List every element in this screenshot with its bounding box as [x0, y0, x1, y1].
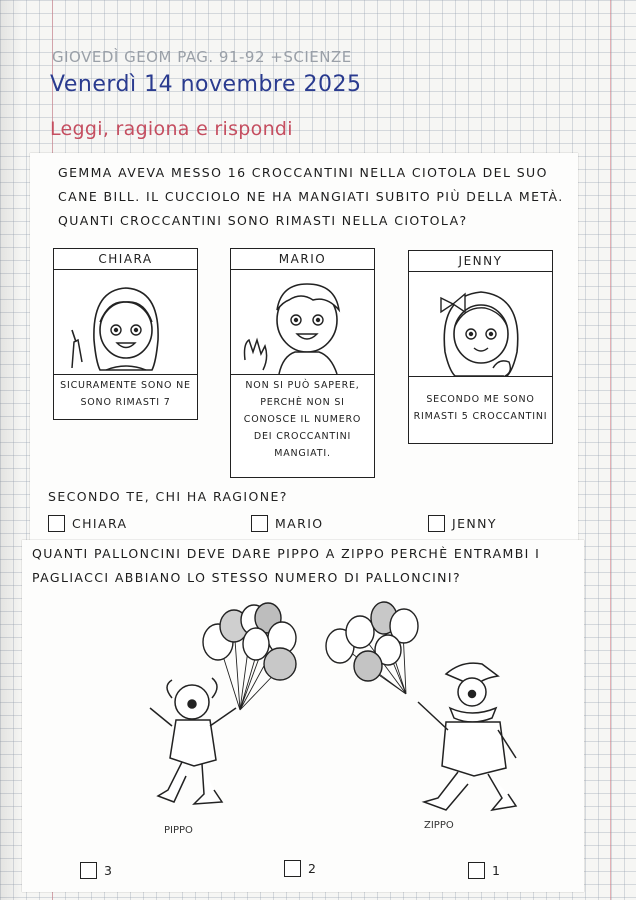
binding-shadow	[0, 0, 22, 900]
exercise-2-question: QUANTI PALLONCINI DEVE DARE PIPPO A ZIPPO PERCHÈ ENTRAMBI I PAGLIACCI ABBIANO LO STESSO NUMERO DI PALLONCINI?	[32, 546, 541, 585]
worksheet-exercise-1	[30, 153, 578, 548]
character-card-chiara	[53, 248, 198, 420]
character-speech: SECONDO ME SONO RIMASTI 5 CROCCANTINI	[413, 394, 548, 422]
clown-label-pippo: PIPPO	[164, 825, 193, 836]
exercise-1-question: GEMMA AVEVA MESSO 16 CROCCANTINI NELLA CIOTOLA DEL SUO CANE BILL. IL CUCCIOLO NE HA MANGIATI SUBITO PIÙ DELLA METÀ. QUANTI CROCCANTINI SONO RIMASTI NELLA CIOTOLA?	[58, 165, 564, 228]
clowns-illustration	[22, 590, 584, 850]
character-speech: NON SI PUÒ SAPERE, PERCHÈ NON SI CONOSCE IL NUMERO DEI CROCCANTINI MANGIATI.	[243, 380, 362, 459]
option-1[interactable]	[468, 862, 500, 879]
character-speech: SICURAMENTE SONO NE SONO RIMASTI 7	[60, 380, 191, 408]
character-name: MARIO	[231, 249, 374, 270]
checkbox[interactable]	[468, 862, 485, 879]
option-mario[interactable]	[251, 515, 324, 532]
checkbox[interactable]	[80, 862, 97, 879]
option-label: 3	[104, 863, 112, 878]
option-label: JENNY	[452, 516, 497, 531]
jenny-illustration	[409, 272, 552, 377]
character-card-mario	[230, 248, 375, 478]
option-chiara[interactable]	[48, 515, 128, 532]
character-card-jenny	[408, 250, 553, 444]
clown-label-zippo: ZIPPO	[424, 820, 454, 831]
mario-illustration	[231, 270, 374, 375]
checkbox[interactable]	[251, 515, 268, 532]
option-label: CHIARA	[72, 516, 128, 531]
header-instruction: Leggi, ragiona e rispondi	[50, 118, 293, 140]
pippo-clown-icon	[150, 678, 236, 804]
header-date: Venerdì 14 novembre 2025	[50, 72, 362, 97]
zippo-balloons-icon	[326, 602, 418, 694]
option-label: MARIO	[275, 516, 324, 531]
header-pencil-note: GIOVEDÌ GEOM PAG. 91-92 +SCIENZE	[52, 48, 352, 66]
option-2[interactable]	[284, 860, 316, 877]
chiara-illustration	[54, 270, 197, 375]
pippo-balloons-icon	[203, 603, 296, 710]
choice-question: SECONDO TE, CHI HA RAGIONE?	[48, 489, 288, 504]
checkbox[interactable]	[428, 515, 445, 532]
option-label: 1	[492, 863, 500, 878]
character-name: JENNY	[409, 251, 552, 272]
character-name: CHIARA	[54, 249, 197, 270]
margin-line-right	[610, 0, 611, 900]
option-jenny[interactable]	[428, 515, 497, 532]
zippo-clown-icon	[418, 663, 516, 810]
worksheet-exercise-2	[22, 540, 584, 892]
checkbox[interactable]	[48, 515, 65, 532]
option-3[interactable]	[80, 862, 112, 879]
option-label: 2	[308, 861, 316, 876]
checkbox[interactable]	[284, 860, 301, 877]
